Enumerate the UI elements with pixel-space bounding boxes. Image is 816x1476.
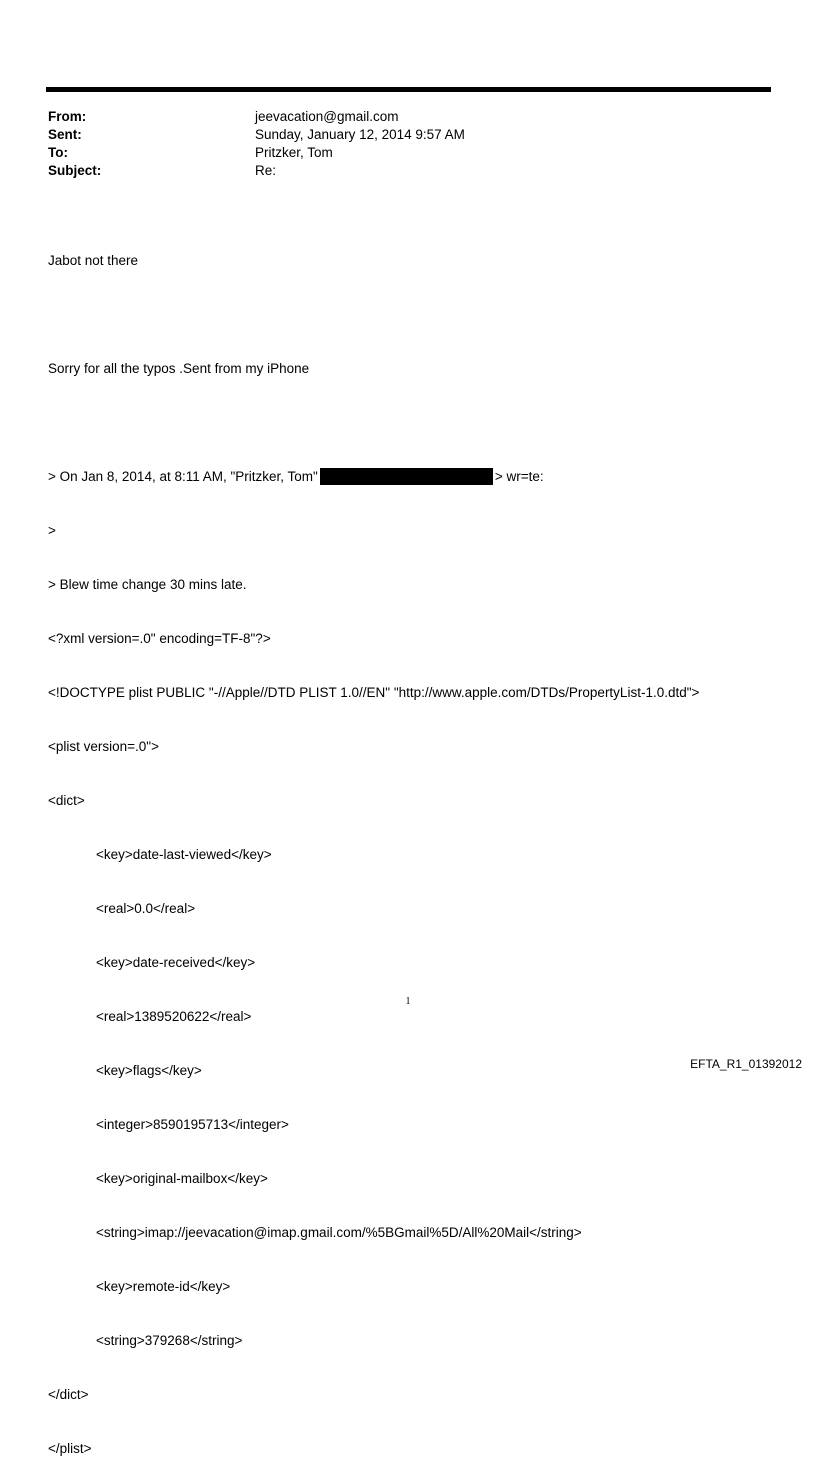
- sent-value: Sunday, January 12, 2014 9:57 AM: [255, 127, 465, 142]
- sent-row: [48, 126, 465, 144]
- from-row: [48, 108, 465, 126]
- plist-close: </plist>: [48, 1441, 92, 1456]
- dict-line: <real>1389520622</real>: [96, 1009, 252, 1024]
- from-label: From:: [48, 109, 87, 124]
- xml-declaration: <?xml version=.0" encoding=TF-8"?>: [48, 631, 271, 646]
- bates-number: EFTA_R1_01392012: [690, 1057, 802, 1071]
- dict-line: <key>remote-id</key>: [96, 1279, 231, 1294]
- dict-line: <integer>8590195713</integer>: [96, 1117, 289, 1132]
- header-rule: [46, 87, 771, 92]
- email-body: [48, 216, 699, 1476]
- dict-line: <string>379268</string>: [96, 1333, 243, 1348]
- quote-header: [48, 468, 699, 486]
- dict-line: <key>original-mailbox</key>: [96, 1171, 268, 1186]
- redaction-block: [320, 468, 493, 485]
- quote-prefix: > On Jan 8, 2014, at 8:11 AM, "Pritzker, Tom": [48, 469, 318, 484]
- doctype-line: <!DOCTYPE plist PUBLIC "-//Apple//DTD PLIST 1.0//EN" "http://www.apple.com/DTDs/PropertyList-1.0.dtd">: [48, 685, 700, 700]
- subject-label: Subject:: [48, 163, 102, 178]
- dict-line: <key>date-last-viewed</key>: [96, 847, 272, 862]
- body-line-1: Jabot not there: [48, 253, 139, 268]
- subject-row: [48, 162, 465, 180]
- body-line-2: Sorry for all the typos .Sent from my iPhone: [48, 361, 310, 376]
- to-value: Pritzker, Tom: [255, 145, 333, 160]
- sent-label: Sent:: [48, 127, 82, 142]
- quote-blank: >: [48, 523, 56, 538]
- dict-line: <string>imap://jeevacation@imap.gmail.com/%5BGmail%5D/All%20Mail</string>: [96, 1225, 582, 1240]
- plist-open: <plist version=.0">: [48, 739, 159, 754]
- dict-close: </dict>: [48, 1387, 89, 1402]
- quote-suffix: > wr=te:: [494, 469, 544, 484]
- email-header: [48, 108, 465, 180]
- dict-line: <key>flags</key>: [96, 1063, 202, 1078]
- to-row: [48, 144, 465, 162]
- page-number: 1: [405, 996, 411, 1007]
- dict-open: <dict>: [48, 793, 85, 808]
- quote-text: > Blew time change 30 mins late.: [48, 577, 247, 592]
- to-label: To:: [48, 145, 68, 160]
- subject-value: Re:: [255, 163, 277, 178]
- from-value: jeevacation@gmail.com: [255, 109, 399, 124]
- dict-line: <real>0.0</real>: [96, 901, 196, 916]
- dict-line: <key>date-received</key>: [96, 955, 256, 970]
